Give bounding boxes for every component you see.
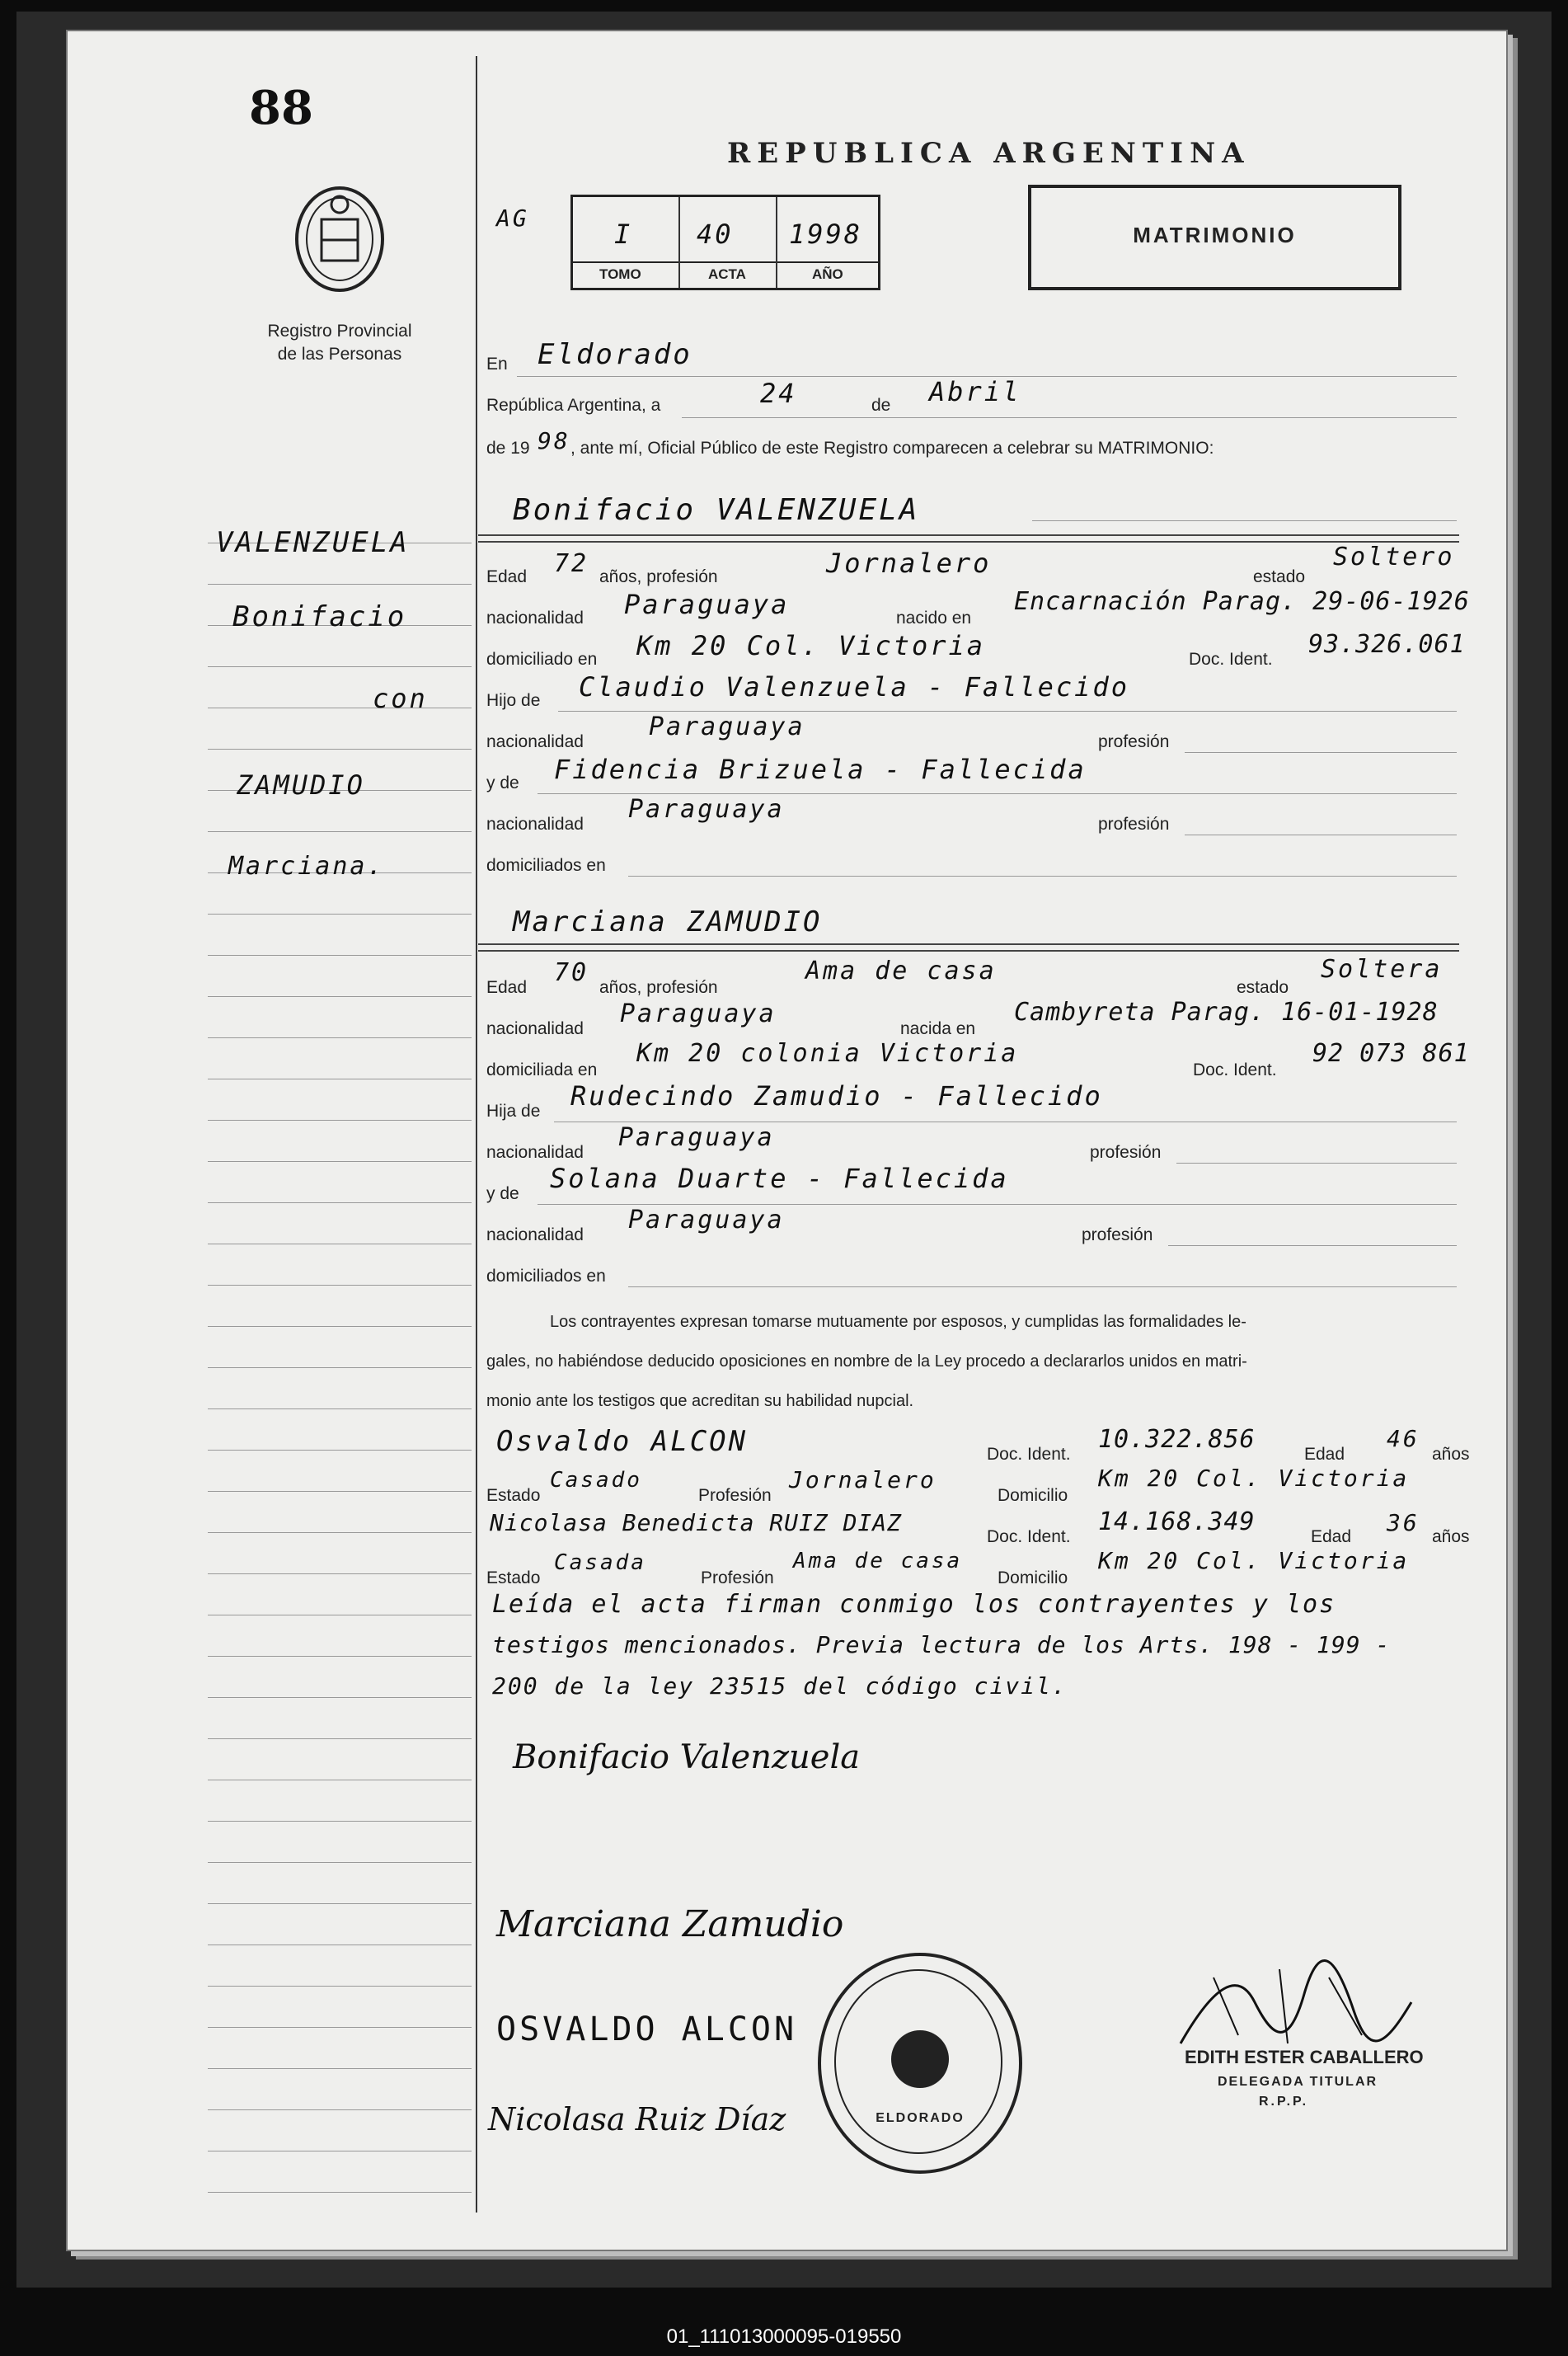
official-seal xyxy=(818,1953,1022,2174)
closing-line1: Leída el acta firman conmigo los contrayentes y los xyxy=(492,1590,1336,1619)
groom-edad-label: Edad xyxy=(486,567,528,586)
bride-doc: 92 073 861 xyxy=(1312,1039,1470,1068)
margin-rule xyxy=(208,1697,472,1698)
witness2-doc: 14.168.349 xyxy=(1098,1507,1256,1536)
bride-madre-label: y de xyxy=(486,1184,519,1203)
groom-nacido-label: nacido en xyxy=(896,609,972,628)
declaration-line2: gales, no habiéndose deducido oposiciones en nombre de la Ley procedo a declararlos unidos en matri- xyxy=(486,1352,1247,1371)
bride-nacida: Cambyreta Parag. 16-01-1928 xyxy=(1014,998,1439,1027)
column-divider xyxy=(476,56,477,2213)
margin-rule xyxy=(208,1326,472,1327)
witness2-estado: Casada xyxy=(554,1550,646,1575)
margin-rule xyxy=(208,1367,472,1368)
witness1-estado-label: Estado xyxy=(486,1486,541,1505)
groom-madre-prof-label: profesión xyxy=(1098,815,1170,834)
country-title: REPUBLICA ARGENTINA xyxy=(727,137,1251,170)
bride-padre-prof-label: profesión xyxy=(1090,1143,1162,1162)
margin-rule xyxy=(208,1738,472,1739)
margin-surname-groom: VALENZUELA xyxy=(216,526,410,559)
bride-dom-label: domiciliada en xyxy=(486,1060,598,1079)
groom-padre: Claudio Valenzuela - Fallecido xyxy=(579,671,1129,703)
groom-name: Bonifacio VALENZUELA xyxy=(513,493,920,527)
margin-rule xyxy=(208,749,472,750)
groom-estado-label: estado xyxy=(1253,567,1306,586)
margin-rule xyxy=(208,1202,472,1203)
margin-surname-bride: ZAMUDIO xyxy=(237,769,365,801)
groom-madre: Fidencia Brizuela - Fallecida xyxy=(554,754,1087,785)
official-org: R.P.P. xyxy=(1259,2095,1309,2109)
witness2-prof-label: Profesión xyxy=(701,1568,774,1587)
day-value: 24 xyxy=(760,378,797,409)
record-type-box xyxy=(1028,185,1401,290)
bride-nacida-label: nacida en xyxy=(900,1019,976,1038)
margin-rule xyxy=(208,1656,472,1657)
republica-label: República Argentina, a xyxy=(486,396,661,415)
official-title: DELEGADA TITULAR xyxy=(1218,2075,1378,2089)
groom-madre-nac-label: nacionalidad xyxy=(486,815,584,834)
ano-value: 1998 xyxy=(789,219,863,250)
groom-domicilio: Km 20 Col. Victoria xyxy=(636,630,986,661)
bride-madre-prof-label: profesión xyxy=(1082,1225,1153,1244)
acta-value: 40 xyxy=(697,219,734,250)
margin-rule xyxy=(208,1120,472,1121)
bride-name: Marciana ZAMUDIO xyxy=(513,905,823,938)
register-page xyxy=(66,30,1508,2251)
witness1-domicilio: Km 20 Col. Victoria xyxy=(1098,1465,1410,1492)
witness1-doc-label: Doc. Ident. xyxy=(987,1445,1071,1464)
groom-padre-nac-label: nacionalidad xyxy=(486,732,584,751)
margin-firstname-groom: Bonifacio xyxy=(232,600,407,633)
declaration-line3: monio ante los testigos que acreditan su habilidad nupcial. xyxy=(486,1392,914,1410)
bride-profesion: Ama de casa xyxy=(805,957,997,985)
groom-madre-label: y de xyxy=(486,774,519,792)
bride-profesion-label: años, profesión xyxy=(599,978,718,997)
witness1-edad-label: Edad xyxy=(1304,1445,1345,1464)
groom-nacido: Encarnación Parag. 29-06-1926 xyxy=(1014,587,1470,616)
groom-signature: Bonifacio Valenzuela xyxy=(513,1738,861,1776)
margin-rule xyxy=(208,1821,472,1822)
margin-conjunction: con xyxy=(373,683,428,714)
year-prefix: de 19 xyxy=(486,439,530,458)
witness1-edad: 46 xyxy=(1387,1425,1420,1452)
closing-line2: testigos mencionados. Previa lectura de los Arts. 198 - 199 - xyxy=(492,1631,1391,1658)
margin-rule xyxy=(208,2068,472,2069)
bride-nacionalidad: Paraguaya xyxy=(620,999,777,1028)
tomo-value: I xyxy=(614,219,633,250)
groom-domiciliados-label: domiciliados en xyxy=(486,856,606,875)
groom-estado: Soltero xyxy=(1333,543,1455,571)
bride-estado: Soltera xyxy=(1321,955,1443,984)
en-label: En xyxy=(486,355,508,374)
closing-line3: 200 de la ley 23515 del código civil. xyxy=(492,1672,1068,1700)
witness2-domicilio: Km 20 Col. Victoria xyxy=(1098,1547,1410,1574)
bride-domiciliados-label: domiciliados en xyxy=(486,1267,606,1286)
record-type: MATRIMONIO xyxy=(1133,223,1297,247)
margin-rule xyxy=(208,1986,472,1987)
witness1-profesion: Jornalero xyxy=(789,1466,937,1493)
witness2-signature: Nicolasa Ruiz Díaz xyxy=(488,2101,786,2137)
margin-rule xyxy=(208,666,472,667)
witness1-dom-label: Domicilio xyxy=(998,1486,1068,1505)
groom-padre-label: Hijo de xyxy=(486,691,541,710)
witness2-name: Nicolasa Benedicta RUIZ DIAZ xyxy=(490,1509,903,1536)
witness1-doc: 10.322.856 xyxy=(1098,1425,1256,1454)
witness1-estado: Casado xyxy=(550,1468,642,1493)
groom-dom-label: domiciliado en xyxy=(486,650,598,669)
place-value: Eldorado xyxy=(538,338,692,371)
ano-label: AÑO xyxy=(812,266,843,282)
margin-rule xyxy=(208,1037,472,1038)
witness2-profesion: Ama de casa xyxy=(793,1549,963,1573)
margin-rule xyxy=(208,1903,472,1904)
registry-name-line1: Registro Provincial xyxy=(267,322,412,341)
margin-rule xyxy=(208,2109,472,2110)
official-signature-mark xyxy=(1164,1953,1436,2060)
witness1-signature: OSVALDO ALCON xyxy=(496,2010,798,2048)
bride-edad: 70 xyxy=(554,958,589,987)
groom-madre-nac: Paraguaya xyxy=(628,795,785,824)
bride-madre-nac: Paraguaya xyxy=(628,1206,785,1234)
witness2-anos-label: años xyxy=(1432,1527,1470,1546)
groom-doc: 93.326.061 xyxy=(1308,630,1466,659)
margin-rule xyxy=(208,584,472,585)
margin-rule xyxy=(208,831,472,832)
year-suffix: 98 xyxy=(538,427,570,454)
margin-rule xyxy=(208,1285,472,1286)
groom-doc-label: Doc. Ident. xyxy=(1189,650,1273,669)
bride-domicilio: Km 20 colonia Victoria xyxy=(636,1039,1019,1068)
margin-rule xyxy=(208,1491,472,1492)
margin-rule xyxy=(208,1161,472,1162)
margin-firstname-bride: Marciana. xyxy=(228,852,385,881)
witness2-doc-label: Doc. Ident. xyxy=(987,1527,1071,1546)
groom-padre-prof-label: profesión xyxy=(1098,732,1170,751)
bride-padre: Rudecindo Zamudio - Fallecido xyxy=(570,1080,1103,1112)
margin-rule xyxy=(208,1862,472,1863)
groom-padre-nac: Paraguaya xyxy=(649,712,805,741)
margin-rule xyxy=(208,914,472,915)
witness1-name: Osvaldo ALCON xyxy=(496,1425,749,1458)
bride-padre-nac-label: nacionalidad xyxy=(486,1143,584,1162)
margin-rule xyxy=(208,1450,472,1451)
groom-profesion-label: años, profesión xyxy=(599,567,718,586)
seal-text: ELDORADO xyxy=(876,2111,965,2125)
registry-name-line2: de las Personas xyxy=(277,345,402,364)
witness1-prof-label: Profesión xyxy=(698,1486,772,1505)
margin-rule xyxy=(208,2192,472,2193)
bride-madre-nac-label: nacionalidad xyxy=(486,1225,584,1244)
tomo-label: TOMO xyxy=(599,266,641,282)
witness2-estado-label: Estado xyxy=(486,1568,541,1587)
witness2-edad: 36 xyxy=(1387,1509,1420,1536)
bride-madre: Solana Duarte - Fallecida xyxy=(550,1163,1009,1194)
bride-padre-nac: Paraguaya xyxy=(618,1123,775,1152)
margin-rule xyxy=(208,955,472,956)
declaration-line1: Los contrayentes expresan tomarse mutuamente por esposos, y cumplidas las formalidades le- xyxy=(550,1313,1246,1331)
margin-rule xyxy=(208,1573,472,1574)
intro-statement: , ante mí, Oficial Público de este Registro comparecen a celebrar su MATRIMONIO: xyxy=(570,439,1214,458)
page-number: 88 xyxy=(249,81,313,135)
witness1-anos-label: años xyxy=(1432,1445,1470,1464)
bride-signature: Marciana Zamudio xyxy=(496,1903,844,1945)
groom-edad: 72 xyxy=(554,549,589,578)
bride-edad-label: Edad xyxy=(486,978,528,997)
margin-rule xyxy=(208,2027,472,2028)
bride-nac-label: nacionalidad xyxy=(486,1019,584,1038)
margin-rule xyxy=(208,1408,472,1409)
witness2-dom-label: Domicilio xyxy=(998,1568,1068,1587)
acta-label: ACTA xyxy=(708,266,746,282)
de-label: de xyxy=(871,396,891,415)
reference-box xyxy=(570,195,880,290)
groom-nac-label: nacionalidad xyxy=(486,609,584,628)
coat-of-arms-icon xyxy=(290,180,389,295)
bride-padre-label: Hija de xyxy=(486,1102,541,1121)
witness2-edad-label: Edad xyxy=(1311,1527,1352,1546)
groom-profesion: Jornalero xyxy=(826,548,992,579)
image-caption: 01_111013000095-019550 xyxy=(666,2325,902,2348)
reference-note: AG xyxy=(496,205,529,232)
official-name: EDITH ESTER CABALLERO xyxy=(1185,2047,1424,2067)
margin-rule xyxy=(208,996,472,997)
month-value: Abril xyxy=(929,376,1021,407)
bride-estado-label: estado xyxy=(1237,978,1289,997)
seal-emblem-icon xyxy=(891,2030,949,2088)
margin-rule xyxy=(208,1532,472,1533)
groom-nacionalidad: Paraguaya xyxy=(624,589,790,620)
bride-doc-label: Doc. Ident. xyxy=(1193,1060,1277,1079)
